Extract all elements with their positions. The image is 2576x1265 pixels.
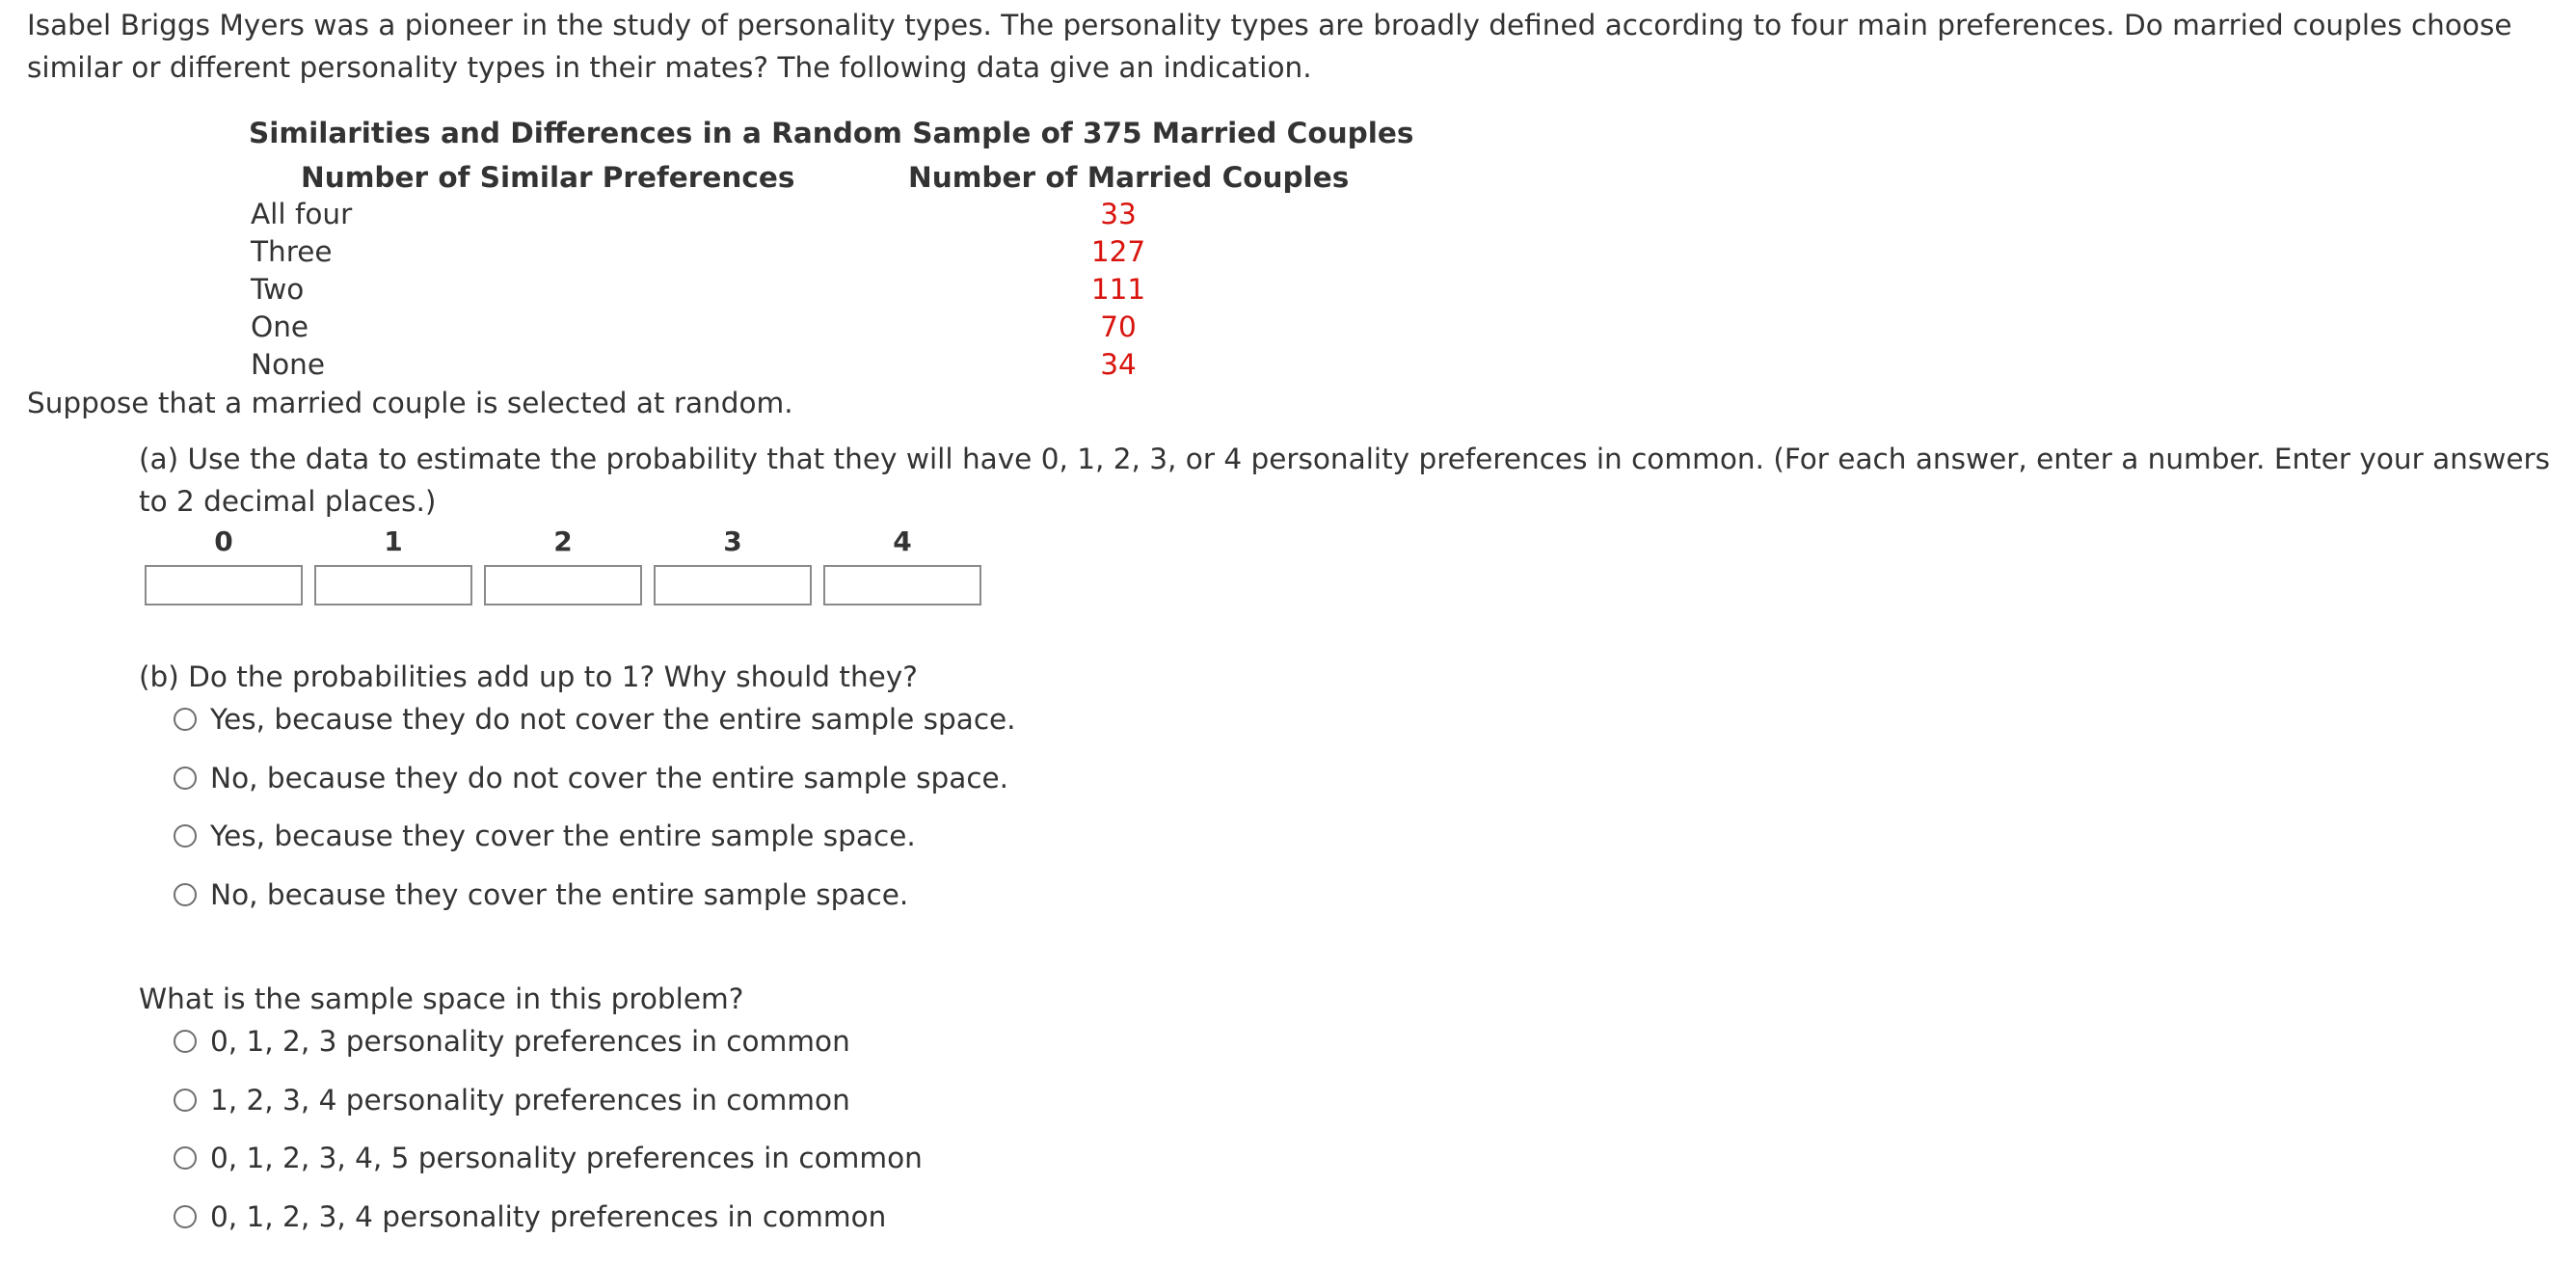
answer-label-4: 4 [893,525,912,557]
sample-space-option[interactable] [174,1079,850,1121]
table-row-label: Three [251,235,333,268]
part-a-question: (a) Use the data to estimate the probability that they will have 0, 1, 2, 3, or 4 personality preferences in common. (For each answer, enter a number. Enter your answers to 2 decimal places.) [139,443,2551,518]
table-row-value: 111 [1090,273,1146,306]
table-row-value: 33 [1100,198,1137,230]
table-row-value: 70 [1100,310,1137,343]
radio-button[interactable] [174,708,197,731]
radio-button[interactable] [174,1089,197,1112]
probability-input-4[interactable] [823,565,981,606]
option-label: 1, 2, 3, 4 personality preferences in common [210,1084,850,1117]
radio-button[interactable] [174,1030,197,1053]
option-label: 0, 1, 2, 3 personality preferences in common [210,1025,850,1058]
probability-input-2[interactable] [484,565,642,606]
option-label: Yes, because they do not cover the entire sample space. [210,703,1016,736]
table-row-label: All four [251,198,353,230]
radio-button[interactable] [174,1146,197,1170]
part-b-option[interactable] [174,874,908,916]
answer-label-3: 3 [723,525,742,557]
answer-label-2: 2 [553,525,573,557]
table-col-header-couples: Number of Married Couples [908,161,1350,194]
table-row-value: 127 [1090,235,1146,268]
radio-button[interactable] [174,824,197,848]
intro-paragraph: Isabel Briggs Myers was a pioneer in the study of personality types. The personality types are broadly defined according to four main preferences. Do married couples choose similar or different personality types in their mates? The following data give an indication. [27,9,2512,84]
part-b-question: (b) Do the probabilities add up to 1? Why should they? [139,660,918,693]
radio-button[interactable] [174,883,197,906]
option-label: Yes, because they cover the entire sample space. [210,820,916,852]
part-b-option[interactable] [174,757,1008,799]
sample-space-question: What is the sample space in this problem? [139,982,744,1015]
option-label: 0, 1, 2, 3, 4 personality preferences in common [210,1200,887,1233]
part-b-option[interactable] [174,698,1016,740]
probability-input-1[interactable] [314,565,472,606]
answer-label-1: 1 [384,525,403,557]
table-row-value: 34 [1100,348,1137,381]
radio-button[interactable] [174,1205,197,1228]
table-title: Similarities and Differences in a Random Sample of 375 Married Couples [249,117,1414,149]
sample-space-option[interactable] [174,1020,850,1063]
table-col-header-preferences: Number of Similar Preferences [301,161,795,194]
option-label: No, because they do not cover the entire sample space. [210,762,1009,794]
suppose-text: Suppose that a married couple is selected at random. [27,387,793,419]
sample-space-option[interactable] [174,1196,886,1238]
sample-space-option[interactable] [174,1137,923,1179]
table-row-label: None [251,348,325,381]
probability-input-0[interactable] [145,565,303,606]
part-b-option[interactable] [174,815,916,857]
probability-input-3[interactable] [654,565,812,606]
option-label: 0, 1, 2, 3, 4, 5 personality preferences in common [210,1142,923,1174]
answer-label-0: 0 [214,525,233,557]
table-row-label: One [251,310,309,343]
option-label: No, because they cover the entire sample space. [210,878,909,911]
radio-button[interactable] [174,767,197,790]
table-row-label: Two [251,273,305,306]
